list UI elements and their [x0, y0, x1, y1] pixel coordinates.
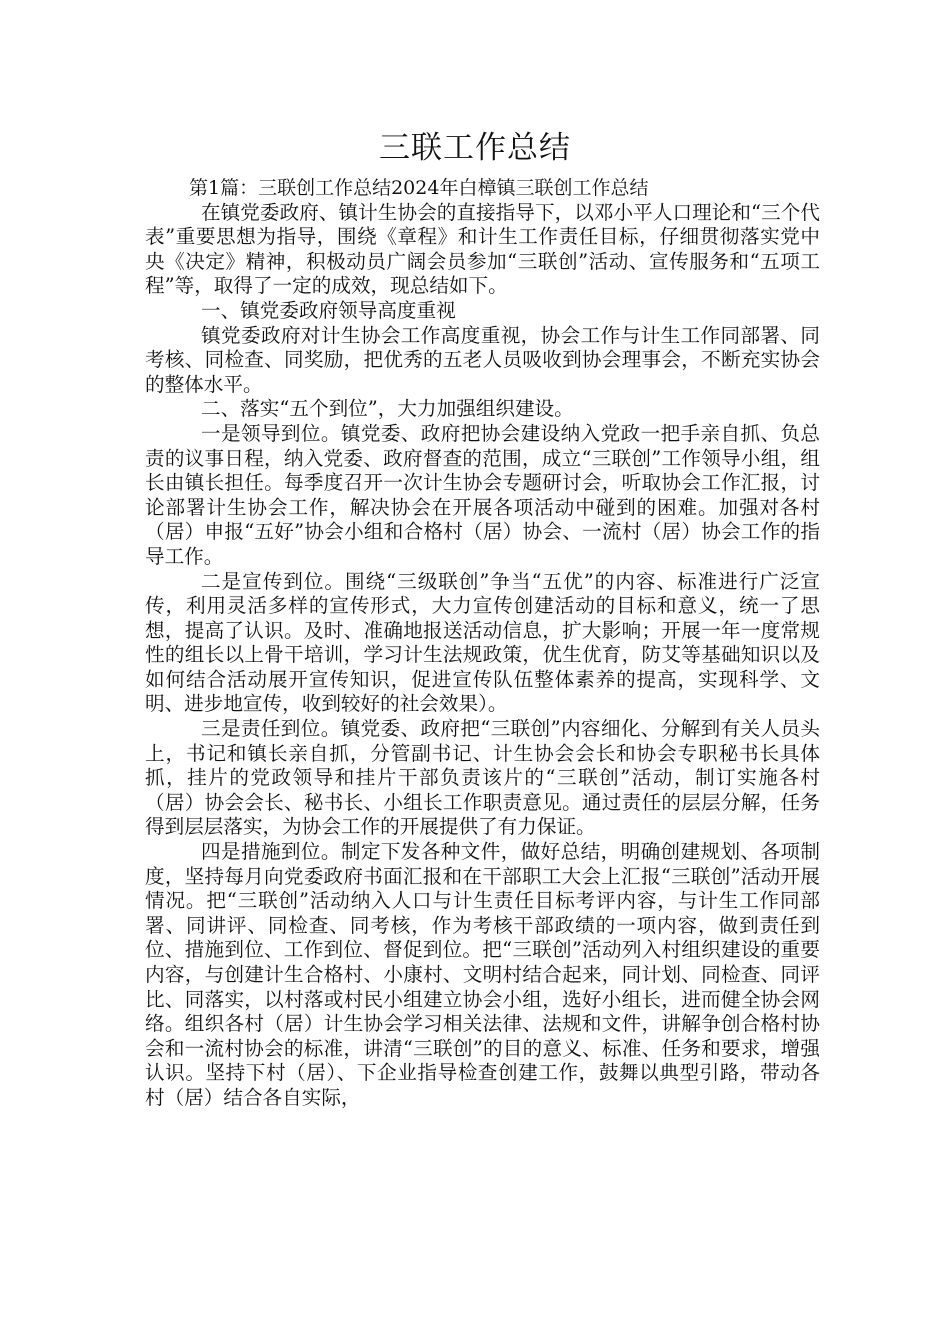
intro-paragraph: 在镇党委政府、镇计生协会的直接指导下，以邓小平人口理论和“三个代表”重要思想为指导，围绕《章程》和计生工作责任目标，仔细贯彻落实党中央《决定》精神，积极动员广阔会员参加“三联创”活动、宣传服务和“五项工程”等，取得了一定的成效，现总结如下。: [145, 200, 820, 298]
section-1-paragraph: 镇党委政府对计生协会工作高度重视，协会工作与计生工作同部署、同考核、同检查、同奖励，把优秀的五老人员吸收到协会理事会，不断充实协会的整体水平。: [145, 323, 820, 396]
measures-paragraph: 四是措施到位。制定下发各种文件，做好总结，明确创建规划、各项制度，坚持每月向党委政府书面汇报和在干部职工大会上汇报“三联创”活动开展情况。把“三联创”活动纳入人口与计生责任目标考评内容，与计生工作同部署、同讲评、同检查、同考核，作为考核干部政绩的一项内容，做到责任到位、措施到位、工作到位、督促到位。把“三联创”活动列入村组织建设的重要内容，与创建计生合格村、小康村、文明村结合起来，同计划、同检查、同评比、同落实，以村落或村民小组建立协会小组，选好小组长，进而健全协会网络。组织各村（居）计生协会学习相关法律、法规和文件，讲解争创合格村协会和一流村协会的标准，讲清“三联创”的目的意义、标准、任务和要求，增强认识。坚持下村（居）、下企业指导检查创建工作，鼓舞以典型引路，带动各村（居）结合各自实际，: [145, 840, 820, 1109]
leadership-paragraph: 一是领导到位。镇党委、政府把协会建设纳入党政一把手亲自抓、负总责的议事日程，纳入党委、政府督查的范围，成立“三联创”工作领导小组，组长由镇长担任。每季度召开一次计生协会专题研讨会，听取协会工作汇报，讨论部署计生协会工作，解决协会在开展各项活动中碰到的困难。加强对各村（居）申报“五好”协会小组和合格村（居）协会、一流村（居）协会工作的指导工作。: [145, 421, 820, 568]
document-subtitle: 第1篇：三联创工作总结2024年白樟镇三联创工作总结: [189, 177, 649, 199]
section-heading-1: 一、镇党委政府领导高度重视: [201, 298, 456, 322]
document-title: 三联工作总结: [379, 130, 571, 166]
publicity-paragraph: 二是宣传到位。围绕“三级联创”争当“五优”的内容、标准进行广泛宣传，利用灵活多样的宣传形式，大力宣传创建活动的目标和意义，统一了思想，提高了认识。及时、准确地报送活动信息，扩大影响；开展一年一度常规性的组长以上骨干培训，学习计生法规政策，优生优育，防艾等基础知识以及如何结合活动展开宣传知识，促进宣传队伍整体素养的提高，实现科学、文明、进步地宣传，收到较好的社会效果）。: [145, 569, 820, 716]
section-heading-2: 二、落实“五个到位”，大力加强组织建设。: [201, 397, 574, 421]
responsibility-paragraph: 三是责任到位。镇党委、政府把“三联创”内容细化、分解到有关人员头上，书记和镇长亲自抓，分管副书记、计生协会会长和协会专职秘书长具体抓，挂片的党政领导和挂片干部负责该片的“三联创”活动，制订实施各村（居）协会会长、秘书长、小组长工作职责意见。通过责任的层层分解，任务得到层层落实，为协会工作的开展提供了有力保证。: [145, 717, 820, 839]
document-body: [145, 176, 820, 1111]
